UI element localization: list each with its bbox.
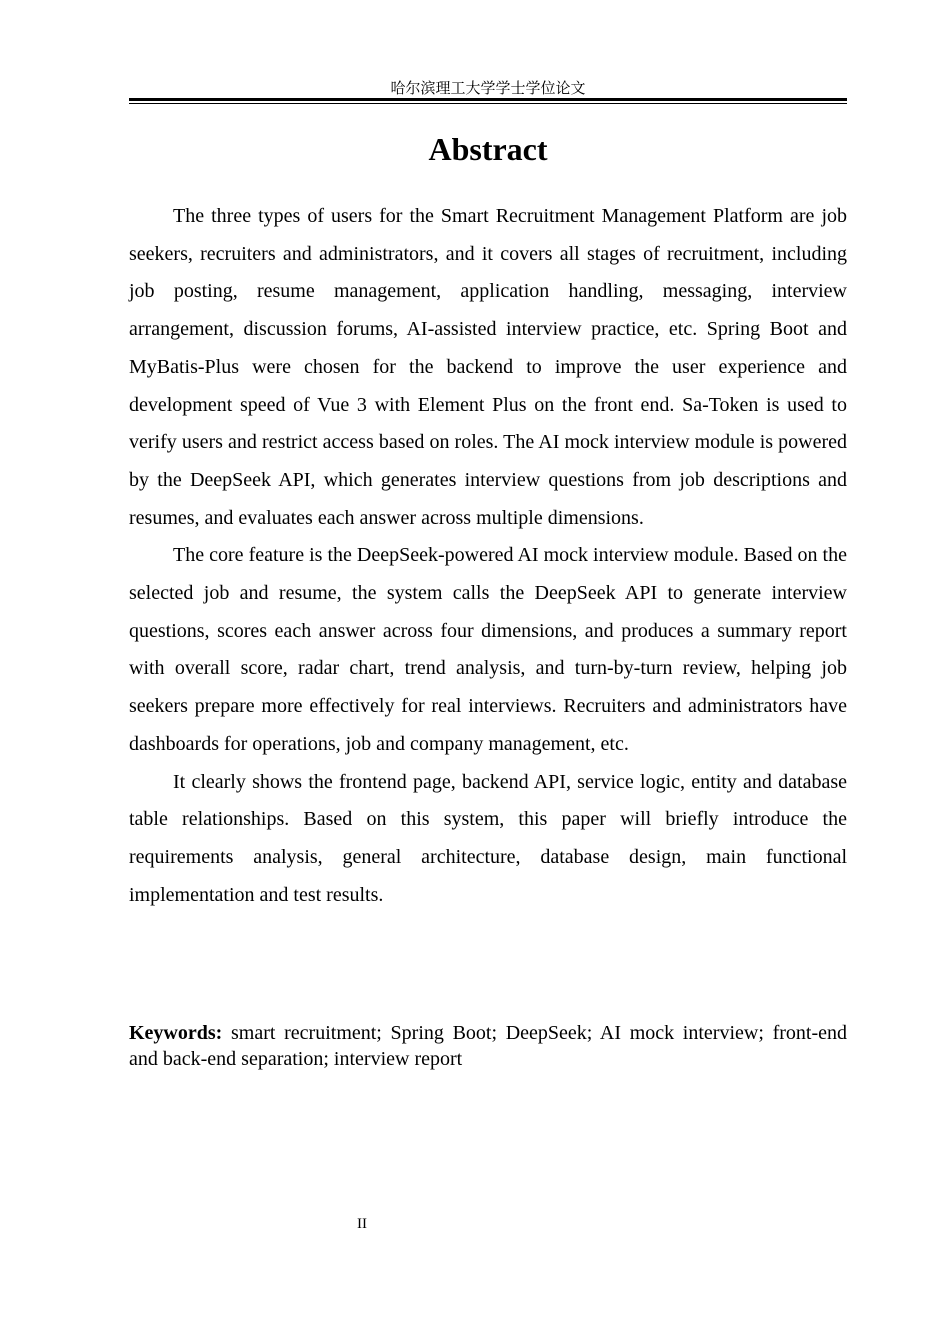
abstract-paragraph-2: The core feature is the DeepSeek-powered AI mock interview module. Based on the selected job and resume, the system calls the DeepSeek API to generate interview questions, scores each answer across four dimensions, and produces a summary report with overall score, radar chart, trend analysis, and turn-by-turn review, helping job seekers prepare more effectively for real interviews. Recruiters and administrators have dashboards for operations, job and company management, etc. bbox=[129, 544, 847, 755]
keywords-label: Keywords: bbox=[129, 1022, 223, 1044]
page-header: 哈尔滨理工大学学士学位论文 bbox=[390, 79, 586, 97]
keywords bbox=[129, 1020, 847, 1072]
header-rule-thick bbox=[129, 98, 847, 101]
abstract-paragraph-1: The three types of users for the Smart Recruitment Management Platform are job seekers, recruiters and administrators, and it covers all stages of recruitment, including job posting, resume management, application handling, messaging, interview arrangement, discussion forums, AI-assisted interview practice, etc. Spring Boot and MyBatis-Plus were chosen for the backend to improve the user experience and development speed of Vue 3 with Element Plus on the front end. Sa-Token is used to verify users and restrict access based on roles. The AI mock interview module is powered by the DeepSeek API, which generates interview questions from job descriptions and resumes, and evaluates each answer across multiple dimensions. bbox=[129, 205, 847, 529]
header-rule-thin bbox=[129, 103, 847, 104]
page-number: II bbox=[357, 1216, 367, 1232]
page-title: Abstract bbox=[428, 131, 548, 167]
abstract-paragraph-3: It clearly shows the frontend page, backend API, service logic, entity and database table relationships. Based on this system, this paper will briefly introduce the requirements analysis, general architecture, database design, main functional implementation and test results. bbox=[129, 770, 847, 906]
abstract-body bbox=[129, 198, 847, 914]
keywords-text: smart recruitment; Spring Boot; DeepSeek; AI mock interview; front-end and back-end separation; interview report bbox=[129, 1022, 847, 1070]
